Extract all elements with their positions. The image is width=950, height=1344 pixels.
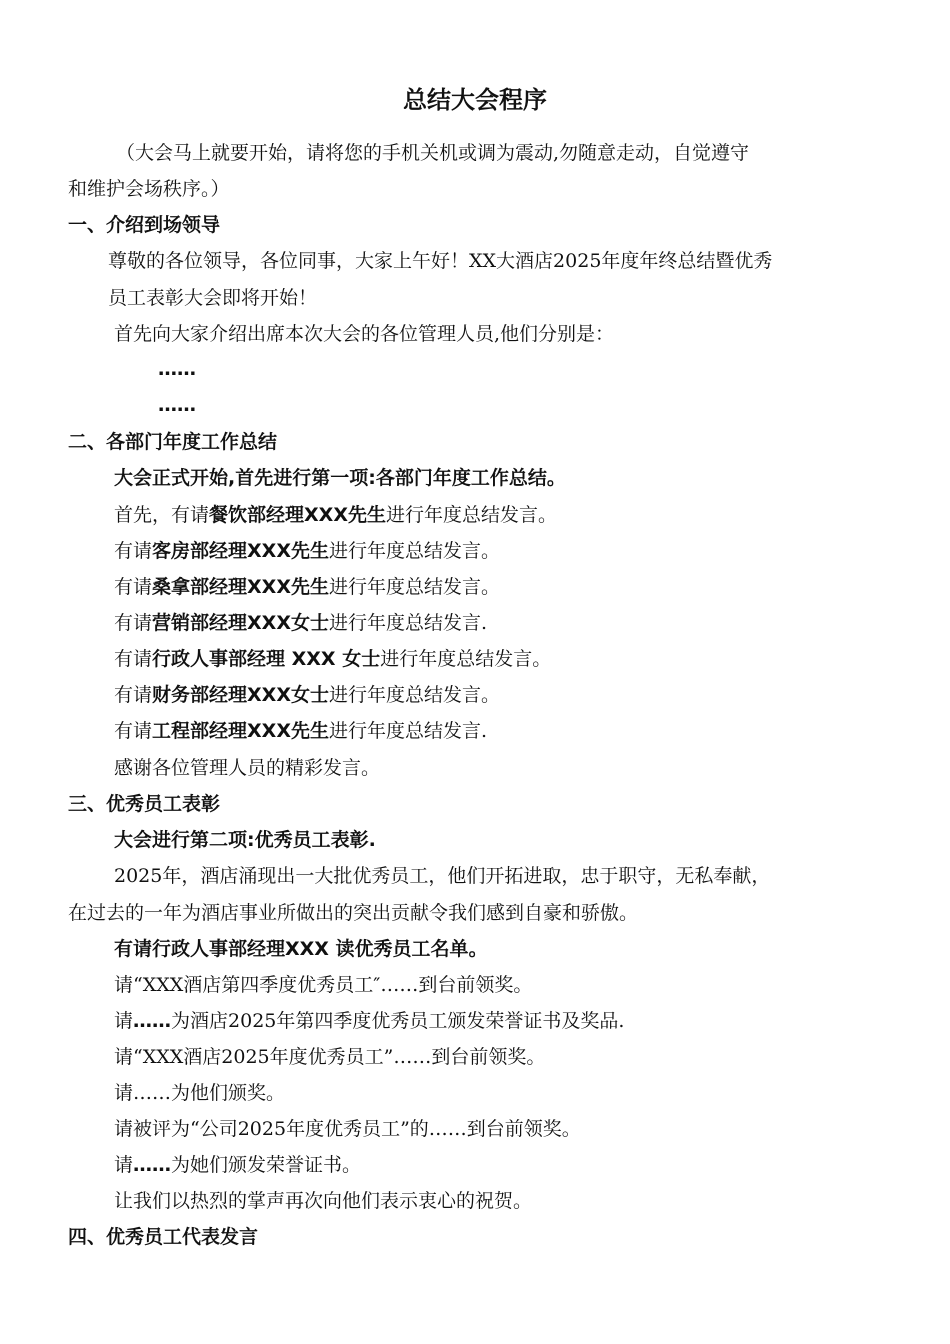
- award-ellipsis: ……: [133, 1154, 172, 1176]
- speaker-prefix: 有请: [114, 576, 153, 598]
- speaker-row-6: [114, 682, 500, 708]
- speaker-prefix: 有请: [114, 648, 153, 670]
- section-1-heading: 一、介绍到场领导: [68, 214, 221, 236]
- speaker-row-5: [114, 646, 551, 672]
- award-prefix: 请: [114, 1010, 134, 1032]
- speaker-name: 餐饮部经理XXX先生: [209, 504, 386, 526]
- speaker-name: 工程部经理XXX先生: [152, 720, 329, 742]
- speaker-suffix: 进行年度总结发言.: [328, 720, 488, 742]
- speaker-prefix: 有请: [114, 720, 153, 742]
- welcome-line-1: 尊敬的各位领导，各位同事，大家上午好！XX大酒店2025年度年终总结暨优秀: [108, 250, 773, 272]
- applause-line: 让我们以热烈的掌声再次向他们表示衷心的祝贺。: [114, 1190, 533, 1212]
- award-line-6: [114, 1152, 361, 1178]
- award-suffix: 为酒店2025年第四季度优秀员工颁发荣誉证书及奖品.: [171, 1010, 625, 1032]
- award-line-2: [114, 1008, 624, 1034]
- speaker-row-7: [114, 718, 487, 744]
- speaker-name: 营销部经理XXX女士: [152, 612, 329, 634]
- thanks-line: 感谢各位管理人员的精彩发言。: [114, 757, 381, 779]
- speaker-suffix: 进行年度总结发言。: [328, 684, 500, 706]
- section-4-heading: 四、优秀员工代表发言: [68, 1226, 259, 1248]
- speaker-suffix: 进行年度总结发言。: [328, 540, 500, 562]
- award-line-5: 请被评为“公司2025年度优秀员工”的……到台前领奖。: [114, 1118, 581, 1140]
- speaker-row-2: [114, 538, 500, 564]
- award-line-3: 请“XXX酒店2025年度优秀员工”……到台前领奖。: [114, 1046, 546, 1068]
- speaker-name: 桑拿部经理XXX先生: [152, 576, 329, 598]
- section-3-heading: 三、优秀员工表彰: [68, 793, 221, 815]
- speaker-row-4: [114, 610, 487, 636]
- award-prefix: 请: [114, 1154, 134, 1176]
- speaker-name: 客房部经理XXX先生: [152, 540, 329, 562]
- speaker-prefix: 有请: [114, 612, 153, 634]
- notice-line-1: （大会马上就要开始，请将您的手机关机或调为震动,勿随意走动，自觉遵守: [116, 142, 750, 164]
- award-paragraph-line-2: 在过去的一年为酒店事业所做出的突出贡献令我们感到自豪和骄傲。: [68, 902, 639, 924]
- award-ellipsis: ……: [133, 1010, 172, 1032]
- ellipsis-1: ……: [158, 358, 196, 380]
- page-title: 总结大会程序: [403, 86, 547, 114]
- section-2-intro: 大会正式开始,首先进行第一项:各部门年度工作总结。: [114, 467, 566, 489]
- speaker-suffix: 进行年度总结发言。: [380, 648, 552, 670]
- speaker-name: 财务部经理XXX女士: [152, 684, 329, 706]
- intro-managers: 首先向大家介绍出席本次大会的各位管理人员,他们分别是：: [114, 323, 615, 345]
- speaker-suffix: 进行年度总结发言。: [385, 504, 557, 526]
- speaker-row-1: [114, 502, 557, 528]
- speaker-row-3: [114, 574, 500, 600]
- ellipsis-2: ……: [158, 394, 196, 416]
- speaker-suffix: 进行年度总结发言.: [328, 612, 488, 634]
- section-2-heading: 二、各部门年度工作总结: [68, 431, 278, 453]
- award-line-1: 请“XXX酒店第四季度优秀员工″……到台前领奖。: [114, 974, 533, 996]
- award-suffix: 为她们颁发荣誉证书。: [171, 1154, 362, 1176]
- speaker-suffix: 进行年度总结发言。: [328, 576, 500, 598]
- award-line-4: 请……为他们颁奖。: [114, 1082, 286, 1104]
- read-list-invite: 有请行政人事部经理XXX 读优秀员工名单。: [114, 938, 488, 960]
- award-paragraph-line-1: 2025年，酒店涌现出一大批优秀员工，他们开拓进取，忠于职守，无私奉献，: [114, 865, 771, 887]
- speaker-prefix: 首先，有请: [114, 504, 210, 526]
- speaker-prefix: 有请: [114, 540, 153, 562]
- section-3-intro: 大会进行第二项:优秀员工表彰.: [114, 829, 376, 851]
- speaker-prefix: 有请: [114, 684, 153, 706]
- notice-line-2: 和维护会场秩序。）: [68, 178, 230, 200]
- speaker-name: 行政人事部经理 XXX 女士: [152, 648, 381, 670]
- welcome-line-2: 员工表彰大会即将开始！: [108, 287, 318, 309]
